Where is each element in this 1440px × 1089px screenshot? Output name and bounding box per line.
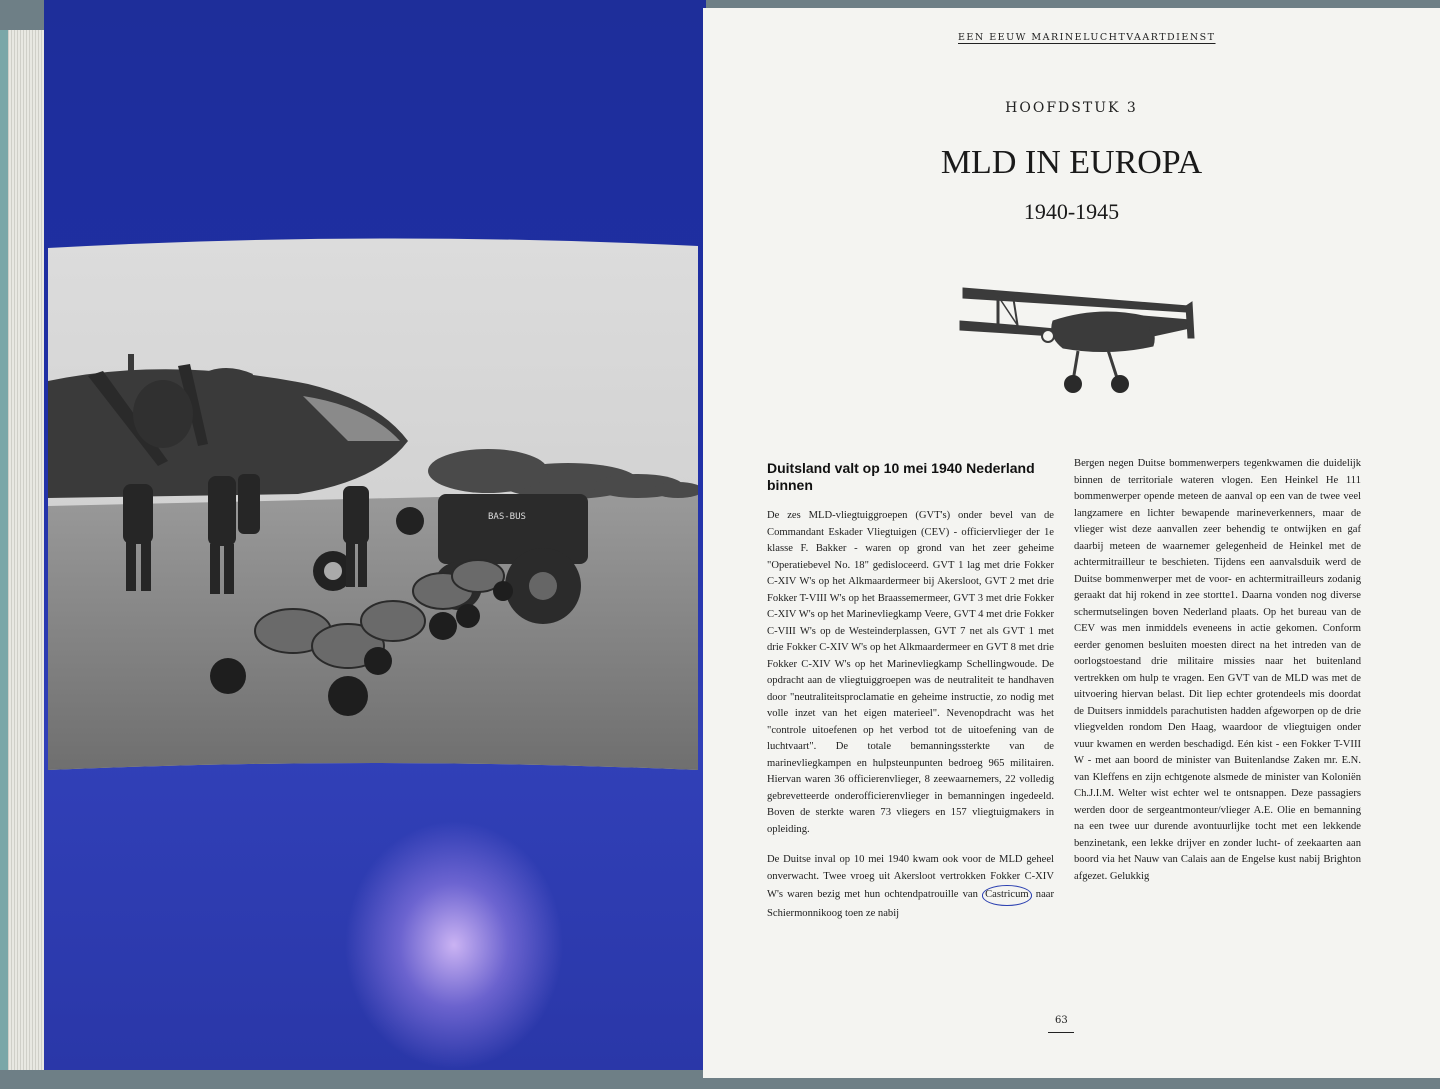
page-number-rule: [1048, 1032, 1074, 1033]
tractor-plate-text: BAS-BUS: [488, 512, 526, 522]
biplane-illustration: [958, 276, 1198, 396]
running-head: EEN EEUW MARINELUCHTVAARTDIENST: [958, 32, 1216, 43]
paragraph-1: De zes MLD-vliegtuiggroepen (GVT's) onder bevel van de Commandant Eskader Vliegtuigen (CEV) - officiervlieger der 1e klasse F. Bakker - waren op grond van het zeer geheime "Operatiebevel No. 18" gedisloceerd. GVT 1 lag met drie Fokker C-XIV W's op het Alkmaardermeer bij Akersloot, GVT 2 met drie Fokker T-VIII W's op het Braassemermeer, GVT 3 met drie Fokker C-XIV W's op het Marinevliegkamp Veere, GVT 4 met drie Fokker C-VIII W's op de Westeinderplassen, GVT 7 net als GVT 1 met drie Fokker C-XIV W's op het Alkmaardermeer en GVT 8 met drie Fokker C-XIV W's op het Marinevliegkamp Schellingwoude. De opdracht aan de vliegtuiggroepen was de neutraliteit te handhaven door "neutraliteitsproclamatie en geheime instructie, zo nodig met volle inzet van het eigen materieel". Nevenopdracht was het "controle uitoefenen op het verbod tot de uitoefening van de luchtvaart". De totale bemanningssterkte van de marinevliegkampen en hulpsteunpunten bedroeg 965 militairen. Hiervan waren 36 officierenvlieger, 8 zeewaarnemers, 22 volledig gebrevetteerde onderofficierenvlieger in bemanningen ingedeeld. Boven de sterkte waren 73 vliegers en 157 vliegtuigmakers in opleiding.: [767, 510, 1054, 835]
text-column-right: [1074, 456, 1361, 899]
book-page-edges: [0, 30, 48, 1070]
circled-word: Castricum: [982, 885, 1032, 906]
aircraft-photo: [48, 236, 698, 770]
section-heading: Duitsland valt op 10 mei 1940 Nederland binnen: [767, 460, 1035, 493]
page-number: 63: [1055, 1015, 1068, 1026]
paragraph-2: [767, 852, 1054, 922]
text-column-left: [767, 460, 1054, 936]
paragraph-3: Bergen negen Duitse bommenwerpers tegenkwamen die duidelijk binnen de territoriale wateren vlogen. Een Heinkel He 111 bommenwerper opende meteen de aanval op een van de twee veel langzamere en lichter bewapende marineverkenners, maar de vlieger wist deze aanvallen zeer behendig te ontwijken en gaf daarbij meteen de waarnemer gelegenheid de Heinkel met de achtermitrailleur te beschieten. Tijdens een aanvalsduik werd de Duitse bommenwerper met de voor- en achtermitrailleurs zodanig geraakt dat hij rokend in zee stortte1. Daarna vonden nog diverse schermutselingen boven Nederland plaats. Op het bureau van de CEV was men inmiddels eveneens in actie gekomen. Conform eerder genomen besluiten moesten direct na het intreden van de oorlogstoestand drie militaire missies naar het buitenland vertrekken om hulp te vragen. Een GVT van de MLD was met de uitvoering hiervan belast. Dit liep echter grotendeels mis doordat de Duitsers inmiddels parachutisten hadden afgeworpen op de drie vliegvelden rondom Den Haag, waardoor de vliegtuigen onder vuur kwamen en werden beschadigd. Eén kist - een Fokker T-VIII W - met aan boord de minister van Buitenlandse Zaken mr. E.N. van Kleffens en zijn echtgenote alsmede de minister van Koloniën Ch.J.I.M. Welter wist echter wel te ontsnappen. Deze passagiers werden door de sergeantmonteur/vlieger A.E. Olie en bemanning na een twee uur durende avontuurlijke tocht met een lekkende benzinetank, een lekke drijver en zonder lucht- of zeekaarten aan boord via het Nauw van Calais aan de Engelse kust nabij Brighton afgezet. Gelukkig: [1074, 458, 1361, 882]
right-page: [703, 8, 1440, 1078]
paragraph-2-end: naar Schiermonnikoog toen ze nabij: [767, 889, 1054, 919]
paragraph-2-start: De Duitse inval op 10 mei 1940 kwam ook voor de MLD geheel onverwacht. Twee vroeg uit Akersloot vertrokken Fokker C-XIV W's waren bezig met hun ochtendpatrouille van: [767, 854, 1054, 900]
chapter-title: MLD IN EUROPA: [940, 144, 1203, 181]
chapter-years: 1940-1945: [1023, 199, 1120, 224]
light-reflection: [344, 820, 564, 1070]
chapter-label: HOOFDSTUK 3: [1005, 100, 1138, 116]
